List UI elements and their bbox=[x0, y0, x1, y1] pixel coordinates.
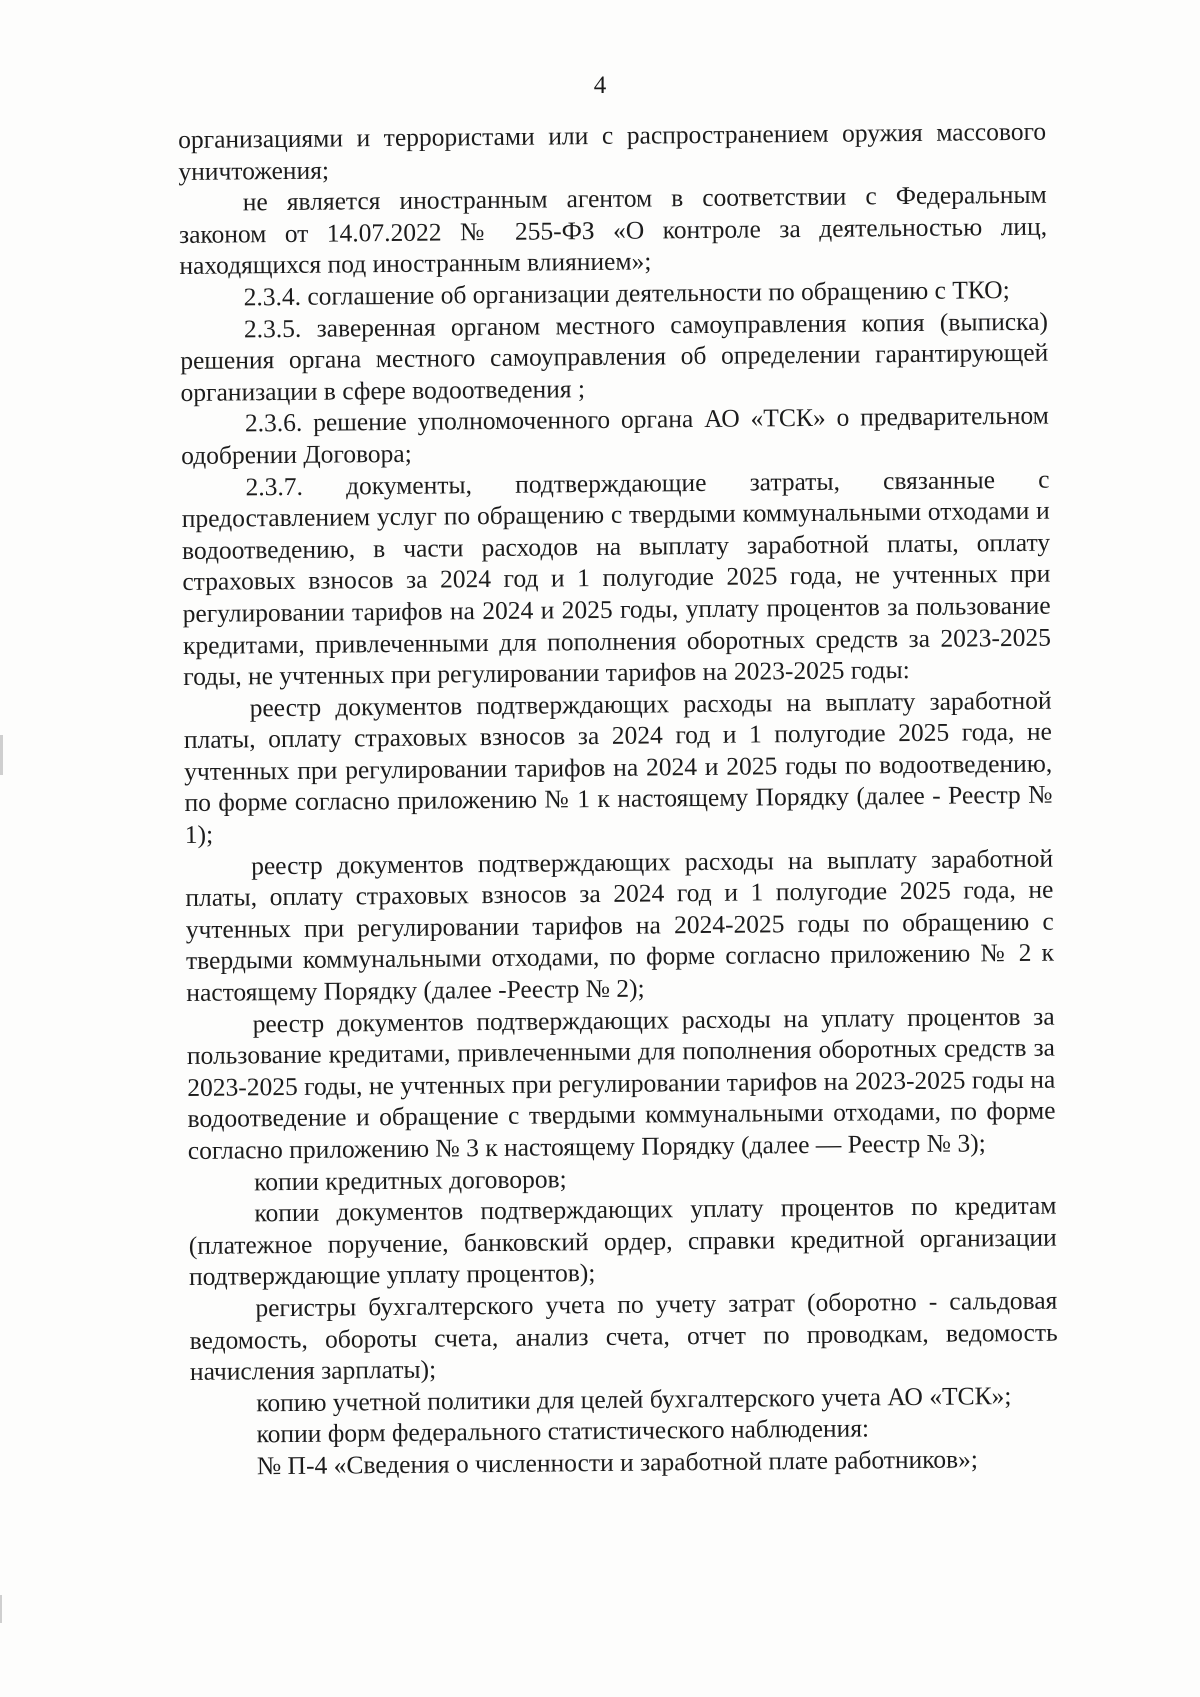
paragraph: не является иностранным агентом в соответствии с Федеральным законом от 14.07.2022 № 255-ФЗ «О контроле за деятельностью лиц, находящихся под иностранным влиянием»; bbox=[178, 179, 1048, 281]
paragraph-registry-2: реестр документов подтверждающих расходы на выплату заработной платы, оплату страховых взносов за 2024 год и 1 полугодие 2025 года, не учтенных при регулировании тарифов на 2024-2025 годы по обращению с твердыми коммунальными отходами, по форме согласно приложению № 2 к настоящему Порядку (далее -Реестр № 2); bbox=[185, 843, 1055, 1007]
paragraph: копии кредитных договоров; bbox=[254, 1163, 567, 1196]
paragraph-item-2-3-4: 2.3.4. соглашение об организации деятельности по обращению с ТКО; bbox=[243, 274, 1010, 312]
page-number: 4 bbox=[593, 72, 607, 99]
paragraph: № П-4 «Сведения о численности и заработной плате работников»; bbox=[256, 1444, 979, 1481]
paragraph-registry-1: реестр документов подтверждающих расходы на выплату заработной платы, оплату страховых взносов за 2024 год и 1 полугодие 2025 года, не учтенных при регулировании тарифов на 2024 и 2025 годы по водоотведению, по форме согласно приложению № 1 к настоящему Порядку (далее - Реестр № 1); bbox=[183, 685, 1053, 850]
paragraph-registry-3: реестр документов подтверждающих расходы на уплату процентов за пользование кредитами, привлеченными для пополнения оборотных средств за 2023-2025 годы, не учтенных при регулировании тарифов на 2023-2025 годы на водоотведение и обращение с твердыми коммунальными отходами, по форме согласно приложению № 3 к настоящему Порядку (далее — Реестр № 3); bbox=[186, 1001, 1056, 1165]
paragraph: копию учетной политики для целей бухгалтерского учета АО «ТСК»; bbox=[256, 1380, 1012, 1418]
scan-edge-mark bbox=[0, 1595, 2, 1623]
paragraph: регистры бухгалтерского учета по учету затрат (оборотно - сальдовая ведомость, обороты счета, анализ счета, отчет по проводкам, ведомость начисления зарплаты); bbox=[189, 1285, 1058, 1387]
paragraph: копии форм федерального статистического наблюдения: bbox=[256, 1413, 870, 1449]
paragraph: организациями и террористами или с распространением оружия массового уничтожения; bbox=[178, 116, 1047, 186]
paragraph: копии документов подтверждающих уплату процентов по кредитам (платежное поручение, банковский ордер, справки кредитной организации подтверждающие уплату процентов); bbox=[188, 1190, 1057, 1292]
paragraph-item-2-3-6: 2.3.6. решение уполномоченного органа АО «ТСК» о предварительном одобрении Договора; bbox=[181, 400, 1049, 470]
paragraph-item-2-3-7: 2.3.7. документы, подтверждающие затраты, связанные с предоставлением услуг по обращению с твердыми коммунальными отходами и водоотведению, в части расходов на выплату заработной платы, оплату страховых взносов за 2024 год и 1 полугодие 2025 года, не учтенных при регулировании тарифов на 2024 и 2025 годы, уплату процентов за пользование кредитами, привлеченными для пополнения оборотных средств за 2023-2025 годы, не учтенных при регулировании тарифов на 2023-2025 годы: bbox=[181, 464, 1052, 692]
paragraph-item-2-3-5: 2.3.5. заверенная органом местного самоуправления копия (выписка) решения органа местного самоуправления об определении гарантирующей организации в сфере водоотведения ; bbox=[180, 306, 1049, 407]
scan-edge-mark bbox=[0, 735, 3, 775]
document-body bbox=[178, 116, 1059, 1483]
